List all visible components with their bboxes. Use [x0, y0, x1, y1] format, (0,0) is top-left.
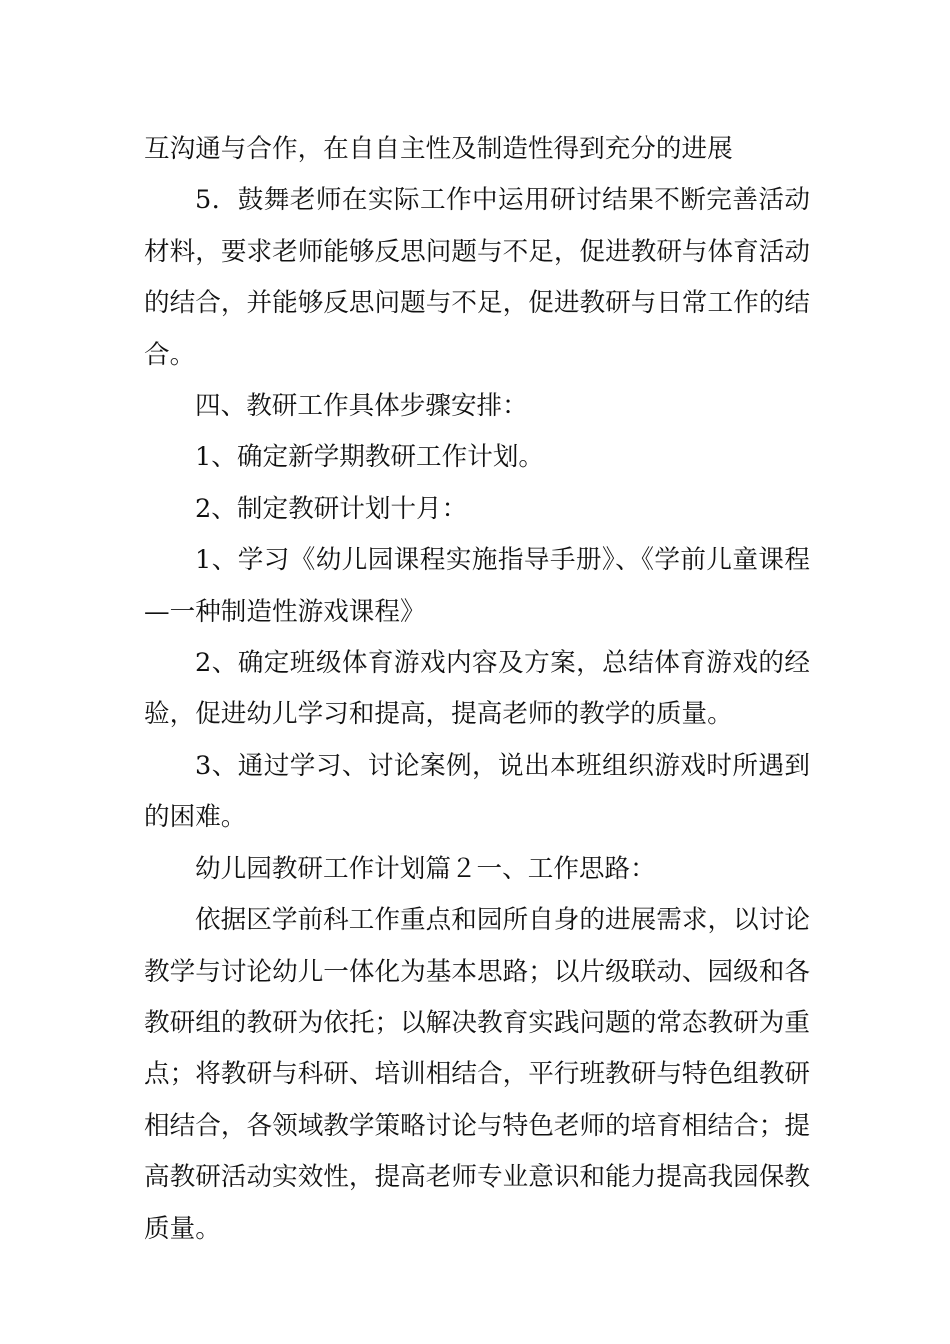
- document-body: [144, 124, 810, 1255]
- section-heading-plan-2: 幼儿园教研工作计划篇２一、工作思路：: [195, 853, 656, 884]
- paragraph-step-1: 1、确定新学期教研工作计划。: [195, 442, 545, 473]
- paragraph-substep-1: 1、学习《幼儿园课程实施指导手册》、《学前儿童课程—一种制造性游戏课程》: [144, 545, 810, 627]
- paragraph-work-ideas: 依据区学前科工作重点和园所自身的进展需求，以讨论教学与讨论幼儿一体化为基本思路；以片级联动、园级和各教研组的教研为依托；以解决教育实践问题的常态教研为重点；将教研与科研、培训相结合，平行班教研与特色组教研相结合，各领域教学策略讨论与特色老师的培育相结合；提高教研活动实效性，提高老师专业意识和能力提高我园保教质量。: [144, 905, 810, 1244]
- paragraph-item-5: 5．鼓舞老师在实际工作中运用研讨结果不断完善活动材料，要求老师能够反思问题与不足，促进教研与体育活动的结合，并能够反思问题与不足，促进教研与日常工作的结合。: [144, 185, 810, 370]
- paragraph-substep-3: 3、通过学习、讨论案例，说出本班组织游戏时所遇到的困难。: [144, 750, 810, 833]
- paragraph-continuation: 互沟通与合作，在自自主性及制造性得到充分的进展: [144, 134, 733, 164]
- paragraph-substep-2: 2、确定班级体育游戏内容及方案，总结体育游戏的经验，促进幼儿学习和提高，提高老师的教学的质量。: [144, 648, 810, 730]
- section-heading-steps: 四、教研工作具体步骤安排：: [195, 391, 528, 422]
- paragraph-step-2: 2、制定教研计划十月：: [195, 493, 468, 524]
